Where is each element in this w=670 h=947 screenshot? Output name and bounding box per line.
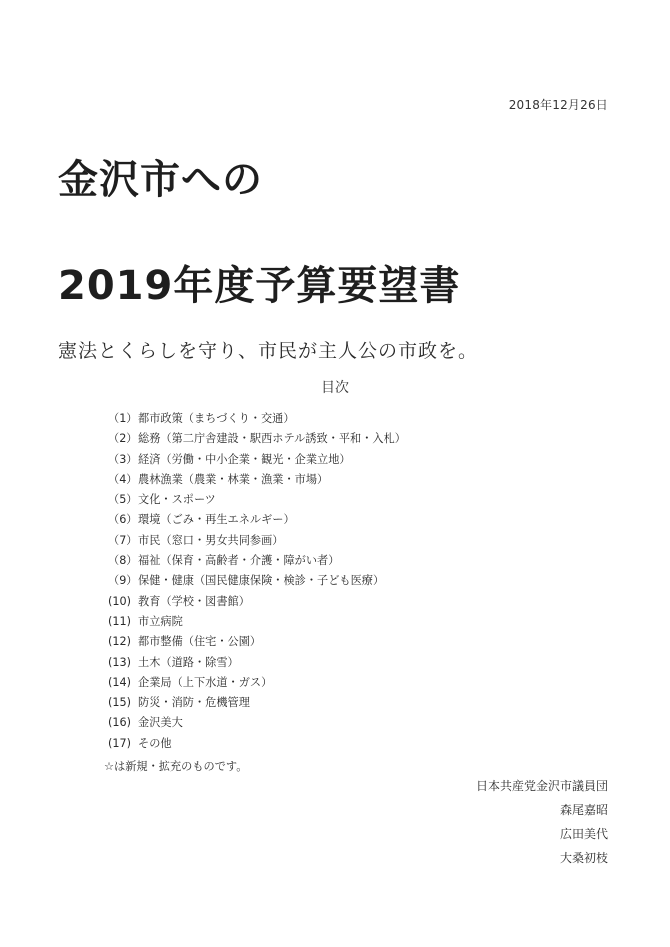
- toc-item-number: (13): [108, 655, 131, 669]
- signature-member: 大桑初枝: [559, 851, 608, 865]
- toc-item-number: (11): [108, 614, 131, 628]
- toc-item-text: 教育（学校・図書館）: [138, 594, 250, 608]
- toc-item: [108, 673, 406, 693]
- toc-list: [108, 409, 406, 754]
- toc-item-number: （6）: [108, 513, 138, 527]
- toc-item-text: 金沢美大: [138, 716, 183, 730]
- toc-item: [108, 632, 406, 652]
- toc-item-text: 保健・健康（国民健康保険・検診・子ども医療）: [138, 574, 385, 588]
- document-date: 2018年12月26日: [508, 98, 608, 112]
- toc-heading: 目次: [321, 380, 349, 396]
- toc-item: [108, 693, 406, 713]
- toc-item: [108, 571, 406, 591]
- subtitle: 憲法とくらしを守り、市民が主人公の市政を。: [58, 340, 479, 362]
- signature-block: [476, 774, 608, 870]
- toc-item: [108, 734, 406, 754]
- signature-member: 森尾嘉昭: [559, 803, 608, 817]
- toc-item: [108, 612, 406, 632]
- toc-item-text: 土木（道路・除雪）: [138, 655, 239, 669]
- toc-item: [108, 490, 406, 510]
- toc-item: [108, 470, 406, 490]
- toc-item: [108, 531, 406, 551]
- toc-item-number: (12): [108, 635, 131, 649]
- toc-item-text: 環境（ごみ・再生エネルギー）: [138, 513, 295, 527]
- toc-item-number: （4）: [108, 472, 138, 486]
- toc-item-text: 総務（第二庁舎建設・駅西ホテル誘致・平和・入札）: [138, 432, 406, 446]
- toc-item-text: 防災・消防・危機管理: [138, 696, 250, 710]
- toc-item-number: (16): [108, 716, 131, 730]
- toc-item-text: 農林漁業（農業・林業・漁業・市場）: [138, 472, 329, 486]
- signature-organization: 日本共産党金沢市議員団: [475, 779, 608, 793]
- toc-item-number: （9）: [108, 574, 138, 588]
- toc-item-number: (14): [108, 675, 131, 689]
- toc-item-text: 企業局（上下水道・ガス）: [138, 675, 273, 689]
- signature-member: 広田美代: [559, 827, 608, 841]
- toc-item-text: 文化・スポーツ: [138, 493, 216, 507]
- toc-item-number: (15): [108, 696, 131, 710]
- toc-item: [108, 592, 406, 612]
- toc-item-text: 都市整備（住宅・公園）: [138, 635, 262, 649]
- toc-item-number: （7）: [108, 533, 138, 547]
- title-line-2: 2019年度予算要望書: [58, 263, 461, 309]
- toc-item-number: （3）: [108, 452, 138, 466]
- toc-item-text: 福祉（保育・高齢者・介護・障がい者）: [138, 554, 340, 568]
- toc-item: [108, 510, 406, 530]
- toc-item-text: 市民（窓口・男女共同参画）: [138, 533, 284, 547]
- toc-item: [108, 653, 406, 673]
- toc-item-number: （8）: [108, 554, 138, 568]
- toc-item-text: 経済（労働・中小企業・観光・企業立地）: [138, 452, 351, 466]
- toc-item: [108, 551, 406, 571]
- toc-item-text: その他: [138, 736, 172, 750]
- toc-item-text: 都市政策（まちづくり・交通）: [138, 412, 295, 425]
- toc-item: [108, 409, 406, 429]
- toc-item: [108, 713, 406, 733]
- toc-item-number: （5）: [108, 493, 138, 507]
- toc-item: [108, 429, 406, 449]
- toc-item-text: 市立病院: [138, 614, 183, 628]
- toc-item-number: （1）: [108, 412, 138, 425]
- title-line-1: 金沢市への: [58, 157, 263, 203]
- new-expanded-note: ☆は新規・拡充のものです。: [104, 760, 248, 773]
- toc-item-number: (10): [108, 594, 131, 608]
- toc-item-number: (17): [108, 736, 131, 750]
- toc-item: [108, 450, 406, 470]
- toc-item-number: （2）: [108, 432, 138, 446]
